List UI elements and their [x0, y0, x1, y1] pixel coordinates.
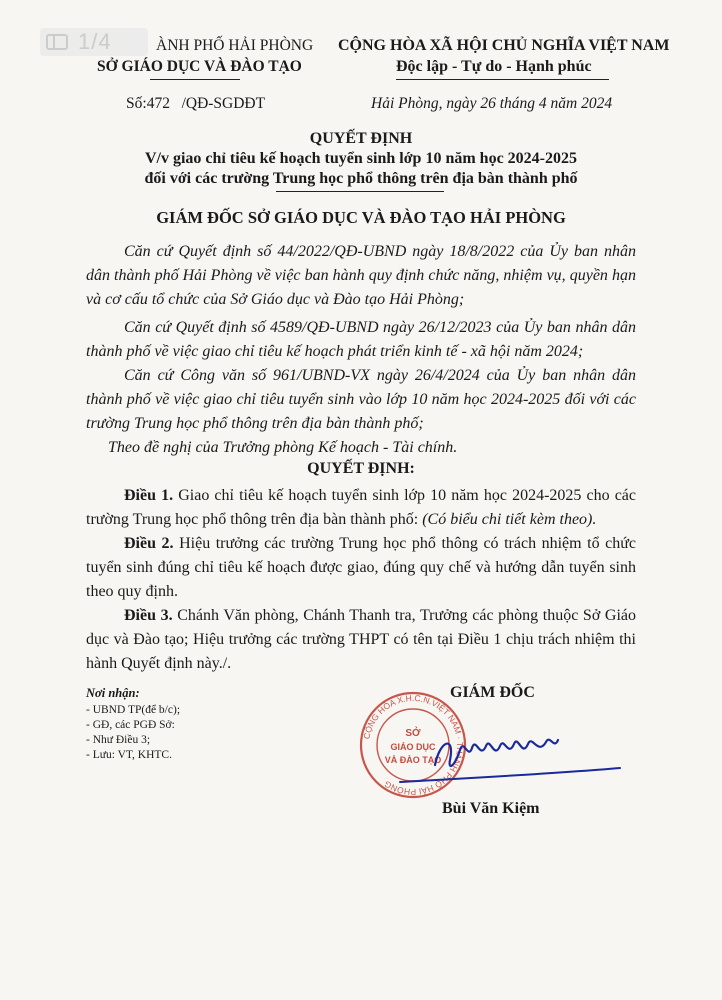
number-label: Số: [126, 95, 147, 112]
article-1-label: Điều 1. [124, 487, 174, 504]
article-2-text: Hiệu trưởng các trường Trung học phổ thông có trách nhiệm tổ chức tuyển sinh đúng chỉ tiêu kế hoạch được giao, đúng quy chế và hướng dẫn tuyển sinh theo quy định. [86, 535, 637, 600]
national-title: CỘNG HÒA XÃ HỘI CHỦ NGHĨA VIỆT NAM [338, 37, 670, 54]
doc-subject-line2: đối với các trường Trung học phổ thông trên địa bàn thành phố [144, 170, 578, 187]
recipient-item: - Lưu: VT, KHTC. [86, 749, 172, 761]
article-1-text: Giao chỉ tiêu kế hoạch tuyển sinh lớp 10 năm học 2024-2025 cho các trường Trung học phổ thông trên địa bàn thành phố: [86, 487, 637, 528]
agency-underline [150, 79, 240, 80]
agency-parent: ÀNH PHỐ HẢI PHÒNG [156, 37, 314, 54]
signer-title: GIÁM ĐỐC [450, 684, 535, 701]
article-2-label: Điều 2. [124, 535, 174, 552]
agency-name: SỞ GIÁO DỤC VÀ ĐÀO TẠO [97, 58, 302, 75]
basis-3: Căn cứ Công văn số 961/UBND-VX ngày 26/4/2024 của Ủy ban nhân dân thành phố về việc giao chỉ tiêu tuyển sinh vào lớp 10 năm học 2024-2025 đối với các trường Trung học phổ thông trên địa bàn thành phố; [86, 367, 636, 432]
authority-title: GIÁM ĐỐC SỞ GIÁO DỤC VÀ ĐÀO TẠO HẢI PHÒNG [156, 208, 566, 227]
article-3 [86, 604, 636, 676]
article-2 [86, 532, 636, 604]
recipient-item: - Như Điều 3; [86, 734, 151, 746]
decision-heading: QUYẾT ĐỊNH: [307, 460, 415, 477]
article-3-text: Chánh Văn phòng, Chánh Thanh tra, Trưởng các phòng thuộc Sở Giáo dục và Đào tạo; Hiệu trưởng các trường THPT có tên tại Điều 1 chịu trách nhiệm thi hành Quyết định này./. [86, 607, 636, 672]
page-indicator[interactable] [40, 28, 148, 56]
national-motto: Độc lập - Tự do - Hạnh phúc [396, 58, 592, 75]
basis-4: Theo đề nghị của Trưởng phòng Kế hoạch - Tài chính. [108, 439, 458, 456]
stamp-center-line1: SỞ [405, 728, 421, 739]
page-indicator-text: 1/4 [78, 29, 112, 54]
signer-name: Bùi Văn Kiệm [442, 800, 540, 817]
stamp-center-line2: GIÁO DỤC [390, 742, 436, 752]
recipient-item: - UBND TP(để b/c); [86, 704, 181, 716]
number-value: 472 [146, 95, 170, 112]
doc-subject-line1: V/v giao chỉ tiêu kế hoạch tuyển sinh lớp 10 năm học 2024-2025 [144, 150, 577, 167]
basis-2: Căn cứ Quyết định số 4589/QĐ-UBND ngày 26/12/2023 của Ủy ban nhân dân thành phố về việc giao chỉ tiêu kế hoạch phát triển kinh tế - xã hội năm 2024; [86, 319, 636, 360]
recipients-heading: Nơi nhận: [86, 686, 140, 700]
pages-icon [46, 34, 68, 50]
recipient-item: - GĐ, các PGĐ Sở: [86, 719, 175, 731]
article-3-label: Điều 3. [124, 607, 173, 624]
stamp-center-line3: VÀ ĐÀO TẠO [384, 755, 442, 765]
number-suffix: /QĐ-SGDĐT [181, 95, 266, 112]
handwritten-signature [380, 720, 630, 790]
motto-underline [396, 79, 609, 80]
article-1 [86, 484, 636, 532]
doc-heading: QUYẾT ĐỊNH [309, 130, 413, 147]
basis-1: Căn cứ Quyết định số 44/2022/QĐ-UBND ngày 18/8/2022 của Ủy ban nhân dân thành phố Hải Phòng về việc ban hành quy định chức năng, nhiệm vụ, quyền hạn và cơ cấu tổ chức của Sở Giáo dục và Đào tạo Hải Phòng; [86, 243, 636, 308]
document-date: Hải Phòng, ngày 26 tháng 4 năm 2024 [371, 95, 613, 112]
article-1-note: (Có biểu chi tiết kèm theo). [422, 511, 597, 528]
subject-underline [276, 191, 444, 192]
stamp-ring-text: CỘNG HÒA X.H.C.N.VIỆT NAM · THÀNH PHỐ HẢI PHÒNG [361, 692, 466, 798]
document-number [126, 95, 265, 113]
